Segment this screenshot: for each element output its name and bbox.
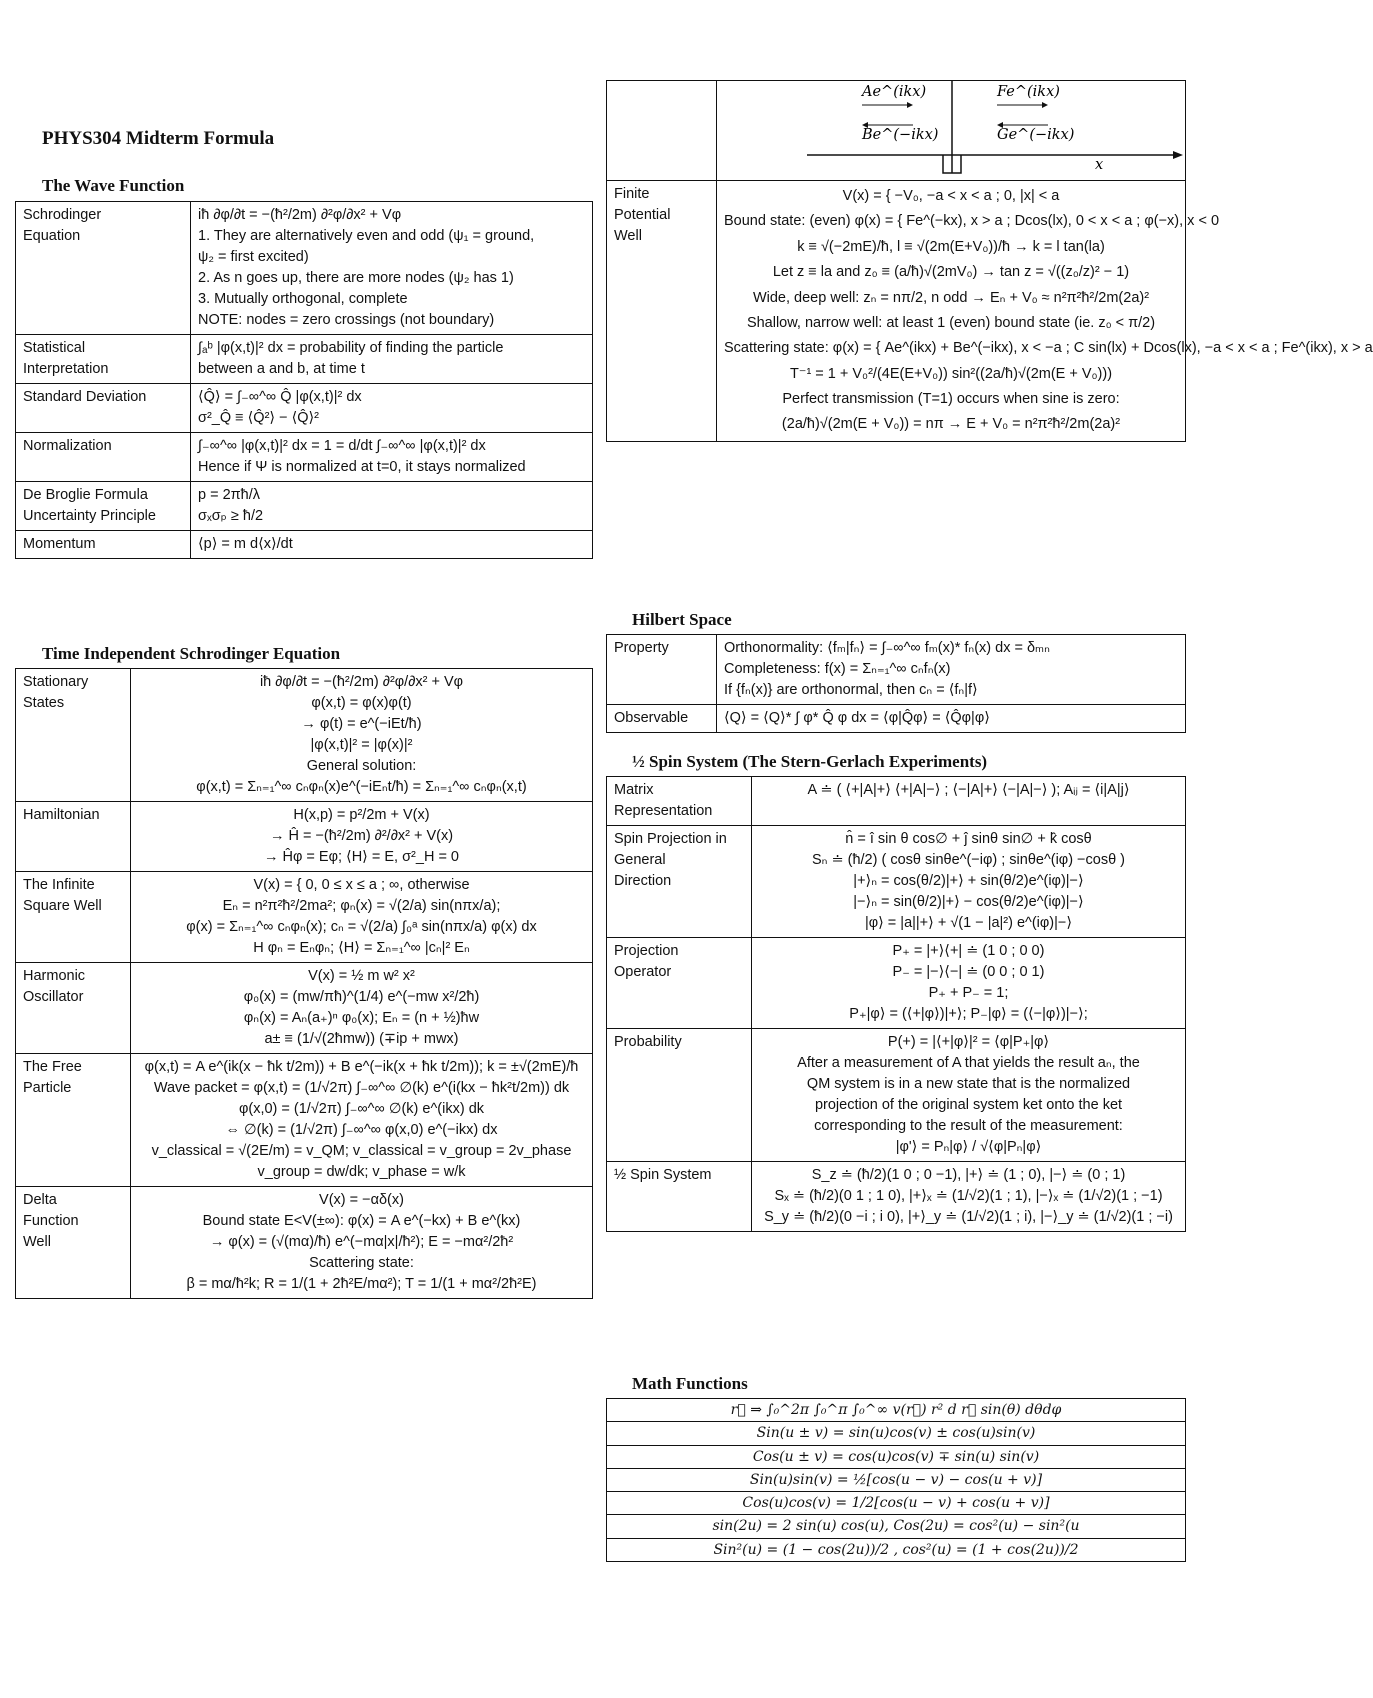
row-label-line: Finite (614, 186, 650, 203)
formula-line: σ²_Q̂ ≡ ⟨Q̂²⟩ − ⟨Q̂⟩² (198, 410, 320, 427)
row-label (16, 1187, 131, 1299)
formula-line: T⁻¹ = 1 + V₀²/(4E(E+V₀)) sin²((2a/ħ)√(2m(E + V₀))) (789, 365, 1113, 382)
row-label-line: The Infinite (23, 877, 95, 894)
row-content (131, 802, 593, 872)
formula-line: If {fₙ(x)} are orthonormal, then cₙ = ⟨fₙ|f⟩ (724, 682, 978, 699)
formula-line: v_classical = √(2E/m) = v_QM; v_classical = v_group = 2v_phase (151, 1143, 572, 1160)
formula-line: P₊ + P₋ = 1; (928, 985, 1009, 1002)
section-heading-tise: Time Independent Schrodinger Equation (42, 644, 341, 663)
formula-line: → Ĥφ = Eφ; ⟨H⟩ = E, σ²_H = 0 (264, 849, 459, 866)
formula-line: corresponding to the result of the measurement: (814, 1118, 1123, 1135)
formula-line: ⟨Q̂⟩ = ∫₋∞^∞ Q̂ |φ(x,t)|² dx (198, 389, 362, 406)
row-content (752, 826, 1186, 938)
row-label-line: Stationary (23, 674, 89, 690)
formula-line: A ≐ ( ⟨+|A|+⟩ ⟨+|A|−⟩ ; ⟨−|A|+⟩ ⟨−|A|−⟩ ); Aᵢⱼ = ⟨i|A|j⟩ (807, 782, 1130, 798)
math-identity: Sin(u ± v) = sin(u)cos(v) ± cos(u)sin(v) (607, 1422, 1186, 1445)
row-label-line: Schrodinger (23, 207, 102, 223)
section-heading-wave-function: The Wave Function (42, 176, 185, 195)
formula-line: σₓσₚ ≥ ħ/2 (198, 508, 264, 525)
row-label (607, 826, 752, 938)
formula-line: iħ ∂φ/∂t = −(ħ²/2m) ∂²φ/∂x² + Vφ (198, 207, 402, 223)
incident-wave-label: Ae^(ikx) (862, 84, 927, 100)
table-row (607, 635, 1186, 705)
row-label (16, 482, 191, 531)
formula-line: iħ ∂φ/∂t = −(ħ²/2m) ∂²φ/∂x² + Vφ (259, 674, 464, 690)
formula-line: → φ(x) = (√(mα)/ħ) e^(−mα|x|/ħ²); E = −mα²/2ħ² (209, 1234, 514, 1251)
section-heading-math: Math Functions (632, 1374, 748, 1393)
row-label-line: Normalization (23, 438, 112, 455)
formula-line: 3. Mutually orthogonal, complete (198, 291, 408, 308)
row-content (191, 531, 593, 559)
table-row (16, 335, 593, 384)
math-row (607, 1492, 1186, 1515)
formula-line: projection of the original system ket onto the ket (814, 1097, 1123, 1114)
math-identity: sin(2u) = 2 sin(u) cos(u), Cos(2u) = cos²(u) − sin²(u (607, 1515, 1186, 1538)
formula-line: Sₓ ≐ (ħ/2)(0 1 ; 1 0), |+⟩ₓ ≐ (1/√2)(1 ; 1), |−⟩ₓ ≐ (1/√2)(1 ; −1) (774, 1188, 1163, 1205)
row-label-line: Statistical (23, 340, 86, 357)
table-row (16, 1054, 593, 1187)
row-label (607, 938, 752, 1029)
row-label (16, 963, 131, 1054)
wave-function-table (15, 201, 593, 559)
table-row (16, 433, 593, 482)
table-row (16, 963, 593, 1054)
formula-line: 1. They are alternatively even and odd (ψ₁ = ground, (198, 228, 535, 245)
table-row (16, 482, 593, 531)
transmitted-wave-label: Fe^(ikx) (997, 84, 1060, 100)
math-row (607, 1399, 1186, 1422)
row-label-line: Standard Deviation (23, 389, 147, 406)
formula-line: a± ≡ (1/√(2ħmw)) (∓ip + mwx) (264, 1031, 459, 1048)
formula-line: |φ'⟩ = Pₙ|φ⟩ / √⟨φ|Pₙ|φ⟩ (895, 1139, 1042, 1156)
formula-line: P₋ = |−⟩⟨−| ≐ (0 0 ; 0 1) (892, 964, 1045, 981)
row-content (717, 635, 1186, 705)
table-row (16, 872, 593, 963)
formula-line: φ(x,t) = φ(x)φ(t) (311, 695, 412, 712)
finite-well-diagram-row (607, 81, 1186, 181)
formula-line: P₊|φ⟩ = (⟨+|φ⟩)|+⟩; P₋|φ⟩ = (⟨−|φ⟩)|−⟩; (849, 1006, 1088, 1023)
row-label-line: Probability (614, 1034, 682, 1051)
row-label (607, 635, 717, 705)
row-label-line: Particle (23, 1080, 72, 1097)
finite-well-row (607, 181, 1186, 442)
row-content (717, 181, 1373, 442)
table-row (607, 1162, 1186, 1232)
finite-well-table (606, 80, 1373, 442)
table-row (16, 1187, 593, 1299)
row-label-line: De Broglie Formula (23, 487, 148, 504)
row-label (16, 335, 191, 384)
row-label (607, 777, 752, 826)
formula-line: Shallow, narrow well: at least 1 (even) bound state (ie. z₀ < π/2) (746, 314, 1156, 331)
formula-line: Orthonormality: ⟨fₘ|fₙ⟩ = ∫₋∞^∞ fₘ(x)* fₙ(x) dx = δₘₙ (724, 640, 1050, 656)
math-row (607, 1515, 1186, 1538)
formula-line: |φ(x,t)|² = |φ(x)|² (310, 737, 413, 754)
formula-line: φ(x,0) = (1/√2π) ∫₋∞^∞ ∅(k) e^(ikx) dk (238, 1101, 485, 1118)
formula-line: Completeness: f(x) = Σₙ₌₁^∞ cₙfₙ(x) (724, 661, 951, 678)
row-label (16, 384, 191, 433)
formula-line: General solution: (306, 758, 417, 775)
row-label (607, 1029, 752, 1162)
x-axis-label: x (1095, 157, 1104, 173)
formula-line: Let z ≡ la and z₀ ≡ (a/ħ)√(2mV₀) → tan z = √((z₀/z)² − 1) (772, 264, 1130, 281)
math-identity: Sin²(u) = (1 − cos(2u))/2 , cos²(u) = (1 + cos(2u))/2 (607, 1538, 1186, 1561)
row-label-line: Delta (23, 1192, 57, 1209)
formula-line: p = 2πħ/λ (198, 487, 261, 504)
formula-line: Perfect transmission (T=1) occurs when sine is zero: (782, 391, 1120, 408)
row-label-line: Well (614, 228, 642, 245)
row-label-line: Observable (614, 710, 689, 727)
row-content (752, 1029, 1186, 1162)
formula-line: V(x) = ½ m w² x² (308, 968, 415, 985)
table-row (607, 705, 1186, 733)
table-row (607, 826, 1186, 938)
math-row (607, 1445, 1186, 1468)
left-moving-wave-label: Ge^(−ikx) (997, 127, 1075, 143)
math-row (607, 1538, 1186, 1561)
row-content (191, 482, 593, 531)
row-label-line: Operator (614, 964, 672, 981)
formula-line: φₙ(x) = Aₙ(a₊)ⁿ φ₀(x); Eₙ = (n + ½)ħw (243, 1010, 480, 1027)
formula-line: → Ĥ = −(ħ²/2m) ∂²/∂x² + V(x) (269, 828, 454, 845)
formula-line: Bound state: (even) φ(x) = { Fe^(−kx), x > a ; Dcos(lx), 0 < x < a ; φ(−x), x < 0 (724, 213, 1220, 230)
formula-line: V(x) = { −V₀, −a < x < a ; 0, |x| < a (842, 188, 1060, 205)
formula-line: φ₀(x) = (mw/πħ)^(1/4) e^(−mw x²/2ħ) (243, 989, 480, 1006)
formula-line: ⟨Q⟩ = ⟨Q⟩* ∫ φ* Q̂ φ dx = ⟨φ|Q̂φ⟩ = ⟨Q̂φ|φ⟩ (724, 710, 990, 727)
formula-line: P(+) = |⟨+|φ⟩|² = ⟨φ|P₊|φ⟩ (887, 1034, 1050, 1051)
row-content (191, 335, 593, 384)
formula-line: β = mα/ħ²k; R = 1/(1 + 2ħ²E/mα²); T = 1/(1 + mα²/2ħ²E) (186, 1276, 537, 1293)
math-identity: Cos(u)cos(v) = 1/2[cos(u − v) + cos(u + v)] (607, 1492, 1186, 1515)
table-row (16, 669, 593, 802)
row-label (16, 669, 131, 802)
row-label-line: Matrix (614, 782, 654, 798)
tise-table (15, 668, 593, 1299)
row-label-line: Spin Projection in (614, 831, 727, 848)
formula-line: Scattering state: φ(x) = { Ae^(ikx) + Be^(−ikx), x < −a ; C sin(lx) + Dcos(lx), −a < x < a ; Fe^(ikx), x > a (724, 340, 1373, 357)
row-label-line: Uncertainty Principle (23, 508, 156, 525)
table-row (16, 202, 593, 335)
table-row (16, 802, 593, 872)
row-content (717, 705, 1186, 733)
row-label-line: Oscillator (23, 989, 84, 1006)
row-label-line: Projection (614, 943, 679, 960)
math-identity: Sin(u)sin(v) = ½[cos(u − v) − cos(u + v)] (607, 1468, 1186, 1491)
row-content (191, 202, 593, 335)
row-content (131, 1187, 593, 1299)
math-functions-table (606, 1398, 1186, 1562)
formula-line: H φₙ = Eₙφₙ; ⟨H⟩ = Σₙ₌₁^∞ |cₙ|² Eₙ (253, 940, 470, 957)
formula-line: |−⟩ₙ = sin(θ/2)|+⟩ − cos(θ/2)e^(iφ)|−⟩ (853, 894, 1084, 911)
row-content (191, 384, 593, 433)
row-label-line: Interpretation (23, 361, 109, 378)
table-row (607, 777, 1186, 826)
row-label-line: Harmonic (23, 968, 86, 985)
formula-line: v_group = dw/dk; v_phase = w/k (257, 1164, 466, 1181)
formula-line: Sₙ ≐ (ħ/2) ( cosθ sinθe^(−iφ) ; sinθe^(iφ) −cosθ ) (811, 852, 1126, 869)
row-label (16, 202, 191, 335)
row-label-line: Equation (23, 228, 81, 245)
formula-line: P₊ = |+⟩⟨+| ≐ (1 0 ; 0 0) (892, 943, 1045, 960)
row-label (16, 802, 131, 872)
formula-line: ∫ₐᵇ |φ(x,t)|² dx = probability of finding the particle (198, 340, 504, 357)
row-content (752, 938, 1186, 1029)
formula-line: ψ₂ = first excited) (198, 249, 309, 266)
section-heading-hilbert: Hilbert Space (632, 610, 732, 629)
formula-line: → φ(t) = e^(−iEt/ħ) (301, 716, 422, 733)
row-content (131, 1054, 593, 1187)
row-label (607, 705, 717, 733)
table-row (16, 384, 593, 433)
row-content (131, 669, 593, 802)
formula-line: S_y ≐ (ħ/2)(0 −i ; i 0), |+⟩_y ≐ (1/√2)(1 ; i), |−⟩_y ≐ (1/√2)(1 ; −i) (764, 1209, 1173, 1226)
row-content (752, 1162, 1186, 1232)
formula-line: n̂ = î sin θ cos∅ + ĵ sinθ sin∅ + k̂ cosθ (845, 831, 1092, 848)
table-row (16, 531, 593, 559)
spin-table (606, 776, 1186, 1232)
row-content (752, 777, 1186, 826)
formula-line: Scattering state: (309, 1255, 414, 1272)
formula-line: Hence if Ψ is normalized at t=0, it stays normalized (198, 459, 526, 476)
formula-line: QM system is in a new state that is the normalized (806, 1076, 1131, 1093)
formula-line: Wave packet = φ(x,t) = (1/√2π) ∫₋∞^∞ ∅(k) e^(i(kx − ħk²t/2m)) dk (153, 1080, 570, 1097)
row-content (191, 433, 593, 482)
row-label-line: Potential (614, 207, 671, 224)
formula-line: φ(x,t) = A e^(ik(x − ħk t/2m)) + B e^(−ik(x + ħk t/2m)); k = ±√(2mE)/ħ (144, 1059, 579, 1076)
row-label-line: States (23, 695, 65, 712)
formula-line: (2a/ħ)√(2m(E + V₀)) = nπ → E + V₀ = n²π²ħ²/2m(2a)² (781, 416, 1121, 433)
row-label-line: Property (614, 640, 669, 656)
row-label-line: Momentum (23, 536, 96, 553)
formula-line: ⟨p⟩ = m d⟨x⟩/dt (198, 536, 293, 553)
row-label (16, 872, 131, 963)
row-label-line: Well (23, 1234, 51, 1251)
table-row (607, 938, 1186, 1029)
row-label-line: General (614, 852, 666, 869)
formula-line: Bound state E<V(±∞): φ(x) = A e^(−kx) + B e^(kx) (202, 1213, 521, 1230)
row-label-line: Representation (614, 803, 713, 820)
row-content (131, 872, 593, 963)
formula-line: φ(x,t) = Σₙ₌₁^∞ cₙφₙ(x)e^(−iEₙt/ħ) = Σₙ₌₁^∞ cₙφₙ(x,t) (196, 779, 527, 796)
section-heading-spin: ½ Spin System (The Stern-Gerlach Experiments) (632, 752, 988, 771)
formula-line: V(x) = { 0, 0 ≤ x ≤ a ; ∞, otherwise (253, 877, 470, 894)
row-label (607, 1162, 752, 1232)
row-label (607, 181, 717, 442)
formula-line: ∫₋∞^∞ |φ(x,t)|² dx = 1 = d/dt ∫₋∞^∞ |φ(x,t)|² dx (198, 438, 486, 455)
row-label-line: Direction (614, 873, 672, 890)
row-label-line: Function (23, 1213, 79, 1230)
reflected-wave-label: Be^(−ikx) (862, 127, 939, 143)
formula-line: φ(x) = Σₙ₌₁^∞ cₙφₙ(x); cₙ = √(2/a) ∫₀ᵃ sin(nπx/a) φ(x) dx (186, 919, 537, 936)
formula-line: V(x) = −αδ(x) (319, 1192, 404, 1209)
row-label (16, 531, 191, 559)
formula-line: between a and b, at time t (198, 361, 365, 378)
formula-line: After a measurement of A that yields the result aₙ, the (797, 1055, 1140, 1072)
math-identity: r⃗ ⇒ ∫₀^2π ∫₀^π ∫₀^∞ v(r⃗) r² d r⃗ sin(θ) dθdφ (607, 1399, 1186, 1422)
hilbert-table (606, 634, 1186, 733)
row-label-line: The Free (23, 1059, 82, 1076)
formula-line: Wide, deep well: zₙ = nπ/2, n odd → Eₙ + V₀ ≈ n²π²ħ²/2m(2a)² (752, 289, 1150, 306)
formula-line: |+⟩ₙ = cos(θ/2)|+⟩ + sin(θ/2)e^(iφ)|−⟩ (853, 873, 1084, 890)
formula-line: ⇔ ∅(k) = (1/√2π) ∫₋∞^∞ φ(x,0) e^(−ikx) dx (225, 1122, 498, 1139)
formula-line: H(x,p) = p²/2m + V(x) (293, 807, 430, 824)
scattering-diagram (717, 81, 1185, 173)
math-row (607, 1422, 1186, 1445)
formula-line: |φ⟩ = |a||+⟩ + √(1 − |a|²) e^(iφ)|−⟩ (864, 915, 1073, 932)
formula-line: S_z ≐ (ħ/2)(1 0 ; 0 −1), |+⟩ ≐ (1 ; 0), |−⟩ ≐ (0 ; 1) (811, 1167, 1126, 1184)
formula-line: 2. As n goes up, there are more nodes (ψ₂ has 1) (198, 270, 514, 287)
page-title: PHYS304 Midterm Formula (42, 128, 275, 149)
row-label-line: Square Well (23, 898, 102, 915)
math-identity: Cos(u ± v) = cos(u)cos(v) ∓ sin(u) sin(v) (607, 1445, 1186, 1468)
formula-line: NOTE: nodes = zero crossings (not boundary) (198, 312, 495, 329)
row-content (131, 963, 593, 1054)
row-label-line: ½ Spin System (614, 1167, 712, 1184)
formula-line: k ≡ √(−2mE)/ħ, l ≡ √(2m(E+V₀))/ħ → k = l tan(la) (797, 238, 1105, 255)
row-label (16, 1054, 131, 1187)
math-row (607, 1468, 1186, 1491)
formula-line: Eₙ = n²π²ħ²/2ma²; φₙ(x) = √(2/a) sin(nπx/a); (222, 898, 501, 915)
row-label (16, 433, 191, 482)
table-row (607, 1029, 1186, 1162)
row-label-line: Hamiltonian (23, 807, 100, 824)
